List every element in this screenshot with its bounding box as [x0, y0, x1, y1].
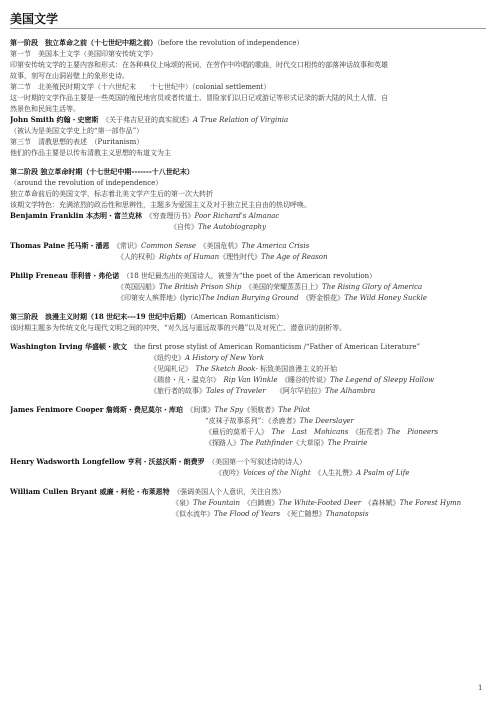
text-segment: （美国第一个写叙述诗的诗人）: [204, 458, 307, 466]
text-line: [172, 509, 369, 519]
text-line: [10, 167, 194, 177]
text-segment: “皮袜子故事系列”：《杀鹿者》: [205, 417, 300, 425]
text-line: [10, 93, 388, 103]
text-segment: 《瑞普・凡・温克尔》: [150, 376, 224, 384]
text-segment: （around the revolution of independence）: [10, 179, 163, 187]
text-segment: 《白蹄鹿》: [239, 499, 279, 507]
text-segment: （18 世纪最杰出的美国诗人，被誉为“the poet of the American revolution）: [119, 272, 377, 280]
text-line: [205, 416, 354, 426]
text-segment: 然景色和民间生活等。: [10, 105, 80, 113]
text-segment: Washington Irving 华盛顿・欧文: [10, 342, 128, 351]
text-line: [10, 211, 279, 221]
text-line: [10, 457, 306, 467]
text-segment: 第一阶段 独立革命之前（十七世纪中期之前）: [10, 38, 157, 47]
text-line: [10, 115, 288, 125]
text-segment: 这一时期的文学作品主要是一些英国的殖民地官员或者传道士、冒险家们以日记或游记等形式记录的新大陆的风土人情、自: [10, 94, 388, 102]
text-segment: 《野金银花》: [298, 294, 345, 302]
text-segment: 该时期主题多为传统文化与现代文明之间的冲突、“对久远与遥远故事的兴趣”以及对死亡、潜意识的剖析等。: [10, 324, 347, 332]
text-line: [10, 104, 80, 114]
text-segment: 独立革命前后的美国文学，标志着北美文学产生后的第一次大转折: [10, 190, 213, 198]
text-segment: John Smith 约翰・史密斯: [10, 115, 99, 124]
text-segment: - 标致美国浪漫主义的开始: [255, 365, 338, 373]
text-segment: 《印第安人殡葬地》(lyric): [117, 294, 202, 302]
text-segment: 《森林赋》: [361, 499, 400, 507]
text-segment: A Psalm of Life: [356, 469, 410, 477]
text-segment: 《关于弗吉尼亚的真实叙述》: [98, 116, 193, 124]
text-segment: 《探路人》: [205, 439, 240, 447]
text-segment: （American Romanticism）: [190, 313, 284, 321]
text-segment: The Flood of Years: [214, 510, 281, 518]
text-line: [170, 222, 266, 232]
text-line: [150, 375, 434, 385]
text-line: [10, 148, 171, 158]
text-segment: 《美国危机》: [196, 242, 242, 250]
text-segment: 第一节 美国本土文学（美国印第安传统文学）: [10, 50, 157, 58]
text-segment: Tales of Traveler: [206, 387, 266, 395]
text-segment: 《拓荒者》: [348, 428, 387, 436]
text-segment: 《阿尔罕伯拉》: [265, 387, 326, 395]
text-segment: 《英国囚船》: [117, 283, 159, 291]
text-segment: 第三节 清教思想的表述 （Puritanism）: [10, 138, 144, 146]
text-segment: The British Prison Ship: [159, 283, 242, 291]
text-segment: Voices of the Night: [243, 469, 311, 477]
text-line: [10, 323, 346, 333]
text-line: [10, 200, 311, 210]
text-line: [150, 364, 337, 374]
text-segment: William Cullen Bryant 威廉・柯伦・布莱恩特: [10, 487, 170, 496]
text-segment: 《常识》: [109, 242, 142, 250]
text-segment: 《夜吟》: [215, 469, 243, 477]
text-line: [10, 405, 310, 415]
text-segment: The Legend of Sleepy Hollow: [329, 376, 435, 384]
text-line: [117, 282, 422, 292]
text-segment: The Wild Honey Suckle: [344, 294, 427, 302]
text-segment: （被认为是美国文学史上的“第一部作品”）: [10, 127, 144, 135]
text-line: [215, 468, 409, 478]
text-segment: A History of New York: [185, 354, 265, 362]
text-segment: Rip Van Winkle: [223, 376, 278, 384]
text-line: [10, 126, 143, 136]
text-line: [10, 49, 157, 59]
text-line: [150, 386, 375, 396]
text-line: [10, 178, 162, 188]
text-segment: 《旅行者的故事》: [150, 387, 206, 395]
text-segment: 《自传》: [170, 223, 198, 231]
text-segment: The Age of Reason: [261, 253, 328, 261]
text-segment: 《人生礼赞》: [310, 469, 357, 477]
text-line: [10, 137, 143, 147]
text-segment: 《似水流年》: [172, 510, 214, 518]
text-segment: 《睡谷的传说》: [277, 376, 330, 384]
text-segment: Philip Freneau 菲利普・弗伦诺: [10, 271, 120, 280]
text-line: [10, 487, 285, 497]
text-segment: 《人的权利》: [117, 253, 159, 261]
text-line: [10, 271, 376, 281]
text-segment: Henry Wadsworth Longfellow 亨利・沃兹沃斯・朗费罗: [10, 457, 205, 466]
text-segment: The America Crisis: [241, 242, 310, 250]
text-segment: 第二阶段 独立革命时期（十七世纪中期-------十八世纪末）: [10, 167, 194, 176]
text-segment: 《见闻札记》: [150, 365, 196, 373]
text-line: [205, 438, 367, 448]
text-segment: Benjamin Franklin 本杰明・富兰克林: [10, 211, 142, 220]
text-segment: James Fenimore Cooper 詹姆斯・费尼莫尔・库珀: [10, 405, 183, 414]
text-line: [10, 241, 309, 251]
text-line: [150, 353, 264, 363]
text-line: [10, 342, 420, 352]
text-line: [117, 252, 327, 262]
text-segment: The Prairie: [327, 439, 368, 447]
text-segment: The Alhambra: [325, 387, 376, 395]
text-segment: A True Relation of Virginia: [192, 116, 289, 124]
text-line: [10, 60, 388, 70]
text-segment: 《泉》: [172, 499, 193, 507]
text-line: [10, 312, 283, 322]
page-number: 1: [478, 684, 483, 692]
text-line: [10, 82, 270, 92]
text-segment: 《穷查理历书》: [141, 212, 195, 220]
text-segment: 第三阶段 浪漫主义时期（18 世纪末---19 世纪中后期）: [10, 312, 191, 321]
text-segment: Thomas Paine 托马斯・潘恩: [10, 241, 110, 250]
text-segment: The Forest Hymn: [399, 499, 462, 507]
text-segment: Common Sense: [141, 242, 197, 250]
text-line: [10, 38, 303, 48]
text-segment: 印第安传统文学的主要内容和形式：在各种典仪上咏颂的祝词，在劳作中吟唱的歌曲，时代交口相传的部落神话故事和英雄: [10, 61, 388, 69]
text-segment: 《死亡随想》: [280, 510, 326, 518]
text-segment: The Autobiography: [198, 223, 267, 231]
text-segment: 《纽约史》: [150, 354, 185, 362]
text-segment: The White-Footed Deer: [278, 499, 362, 507]
text-segment: The Last Mohicans: [264, 428, 349, 436]
text-segment: 《美国的荣耀蒸蒸日上》: [241, 283, 323, 291]
text-segment: 第二节 北美殖民时期文学（十六世纪末 十七世纪中）（colonial settlement）: [10, 83, 271, 91]
text-segment: 《领航者》: [243, 406, 279, 414]
text-segment: The Pioneers: [386, 428, 439, 436]
text-segment: 《大草原》: [292, 439, 328, 447]
text-segment: The Sketch Book: [195, 365, 256, 373]
text-segment: The Indian Burying Ground: [201, 294, 299, 302]
page-title: 美国文学: [10, 12, 59, 26]
text-segment: the first prose stylist of American Romanticism /“Father of American Literature”: [127, 343, 421, 351]
text-segment: 故事，刻写在山洞岩壁上的象形史诗。: [10, 72, 129, 80]
text-segment: 他们的作品主要是以传布清教主义思想的布道文为主: [10, 149, 171, 157]
text-segment: 《理性时代》: [219, 253, 262, 261]
text-line: [172, 498, 461, 508]
text-segment: The Fountain: [193, 499, 240, 507]
text-segment: Poor Richard's Almanac: [194, 212, 280, 220]
text-segment: The Pathfinder: [240, 439, 293, 447]
text-segment: The Rising Glory of America: [322, 283, 423, 291]
text-line: [205, 427, 438, 437]
text-line: [10, 189, 213, 199]
text-line: [117, 293, 427, 303]
title-underline: [10, 28, 486, 29]
text-segment: The Pilot: [278, 406, 310, 414]
text-segment: Thanatopsis: [325, 510, 369, 518]
text-segment: （强调美国人个人意识，关注自然）: [169, 488, 286, 496]
text-segment: Rights of Human: [159, 253, 220, 261]
text-segment: 《最后的莫希干人》: [205, 428, 265, 436]
text-segment: 该期文学特色：充满浓烈的政治性和思辨性，主题多为爱国主义及对于独立民主自由的热切呼唤。: [10, 201, 311, 209]
text-segment: （before the revolution of independence）: [157, 39, 304, 47]
text-line: [10, 71, 129, 81]
text-segment: 《间谍》: [182, 406, 215, 414]
text-segment: The Spy: [214, 406, 244, 414]
text-segment: The Deerslayer: [299, 417, 354, 425]
